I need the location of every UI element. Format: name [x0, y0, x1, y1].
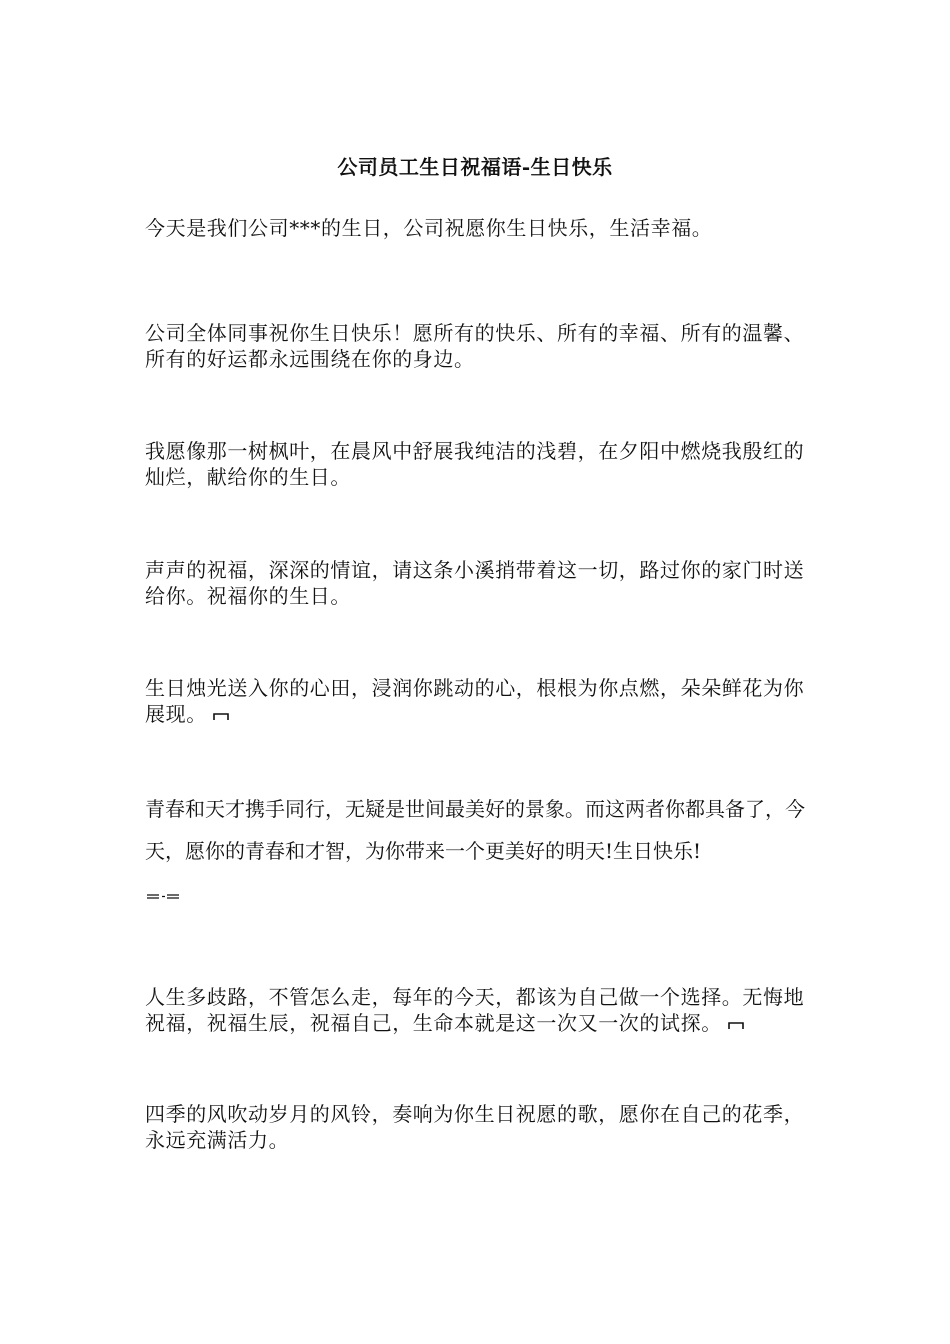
paragraph-1 — [145, 215, 810, 241]
scan-mark-icon — [213, 711, 229, 721]
paragraph-6 — [145, 788, 810, 872]
paragraph-6-text: 青春和天才携手同行，无疑是世间最美好的景象。而这两者你都具备了，今天，愿你的青春和才智，为你带来一个更美好的明天!生日快乐! — [145, 797, 805, 863]
paragraph-4-text: 声声的祝福，深深的情谊，请这条小溪捎带着这一切，路过你的家门时送给你。祝福你的生日。 — [145, 558, 805, 608]
document-title: 公司员工生日祝福语-生日快乐 — [337, 155, 613, 179]
paragraph-2-text: 公司全体同事祝你生日快乐！愿所有的快乐、所有的幸福、所有的温馨、所有的好运都永远围绕在你的身边。 — [145, 321, 805, 371]
paragraph-1-text: 今天是我们公司***的生日，公司祝愿你生日快乐，生活幸福。 — [145, 216, 713, 240]
paragraph-4 — [145, 557, 810, 609]
paragraph-5-text: 生日烛光送入你的心田，浸润你跳动的心，根根为你点燃，朵朵鲜花为你展现。 — [145, 676, 805, 726]
paragraph-5 — [145, 675, 810, 727]
paragraph-8 — [145, 1101, 810, 1153]
scan-dash-marks-icon — [145, 886, 181, 896]
paragraph-7-text: 人生多歧路，不管怎么走，每年的今天，都该为自己做一个选择。无悔地祝福，祝福生辰，祝福自己，生命本就是这一次又一次的试探。 — [145, 985, 805, 1035]
paragraph-7 — [145, 984, 810, 1036]
paragraph-3 — [145, 438, 810, 490]
scan-mark-icon — [728, 1020, 744, 1030]
paragraph-8-text: 四季的风吹动岁月的风铃，奏响为你生日祝愿的歌，愿你在自己的花季，永远充满活力。 — [145, 1102, 805, 1152]
paragraph-2 — [145, 320, 810, 372]
paragraph-3-text: 我愿像那一树枫叶，在晨风中舒展我纯洁的浅碧，在夕阳中燃烧我殷红的灿烂，献给你的生日。 — [145, 439, 805, 489]
